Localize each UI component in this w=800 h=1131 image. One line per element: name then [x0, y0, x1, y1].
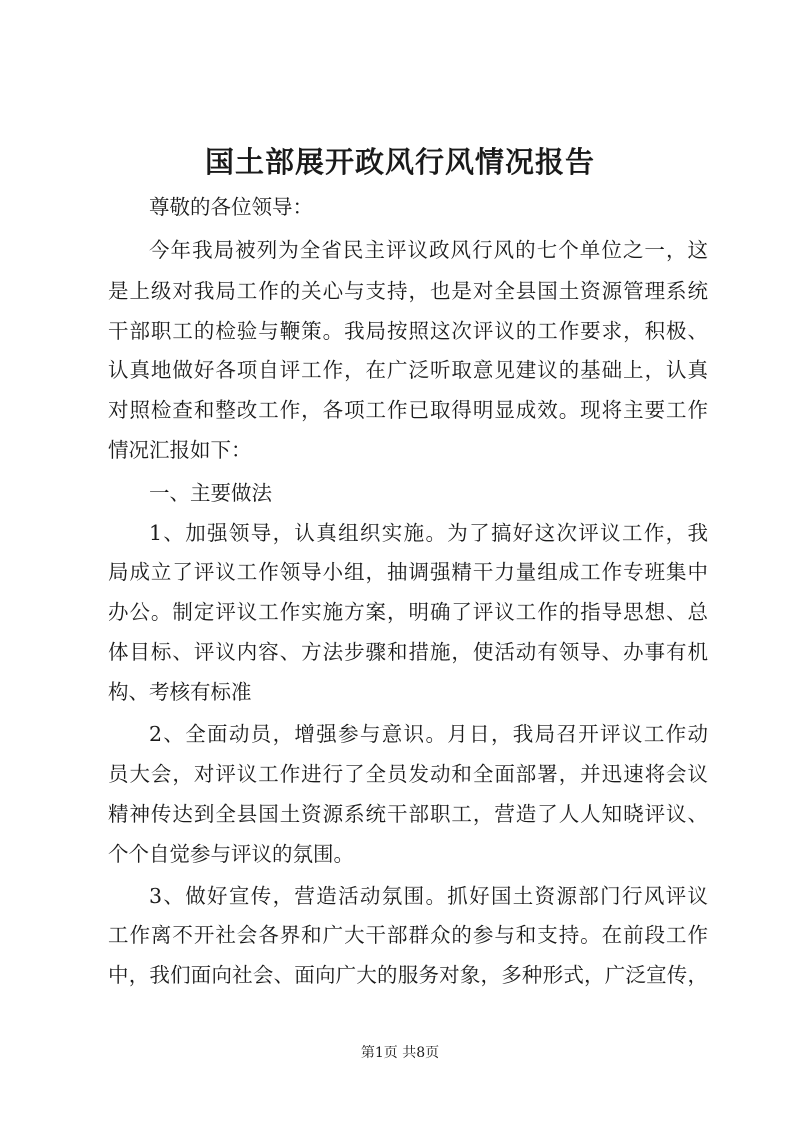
paragraph-line: 今年我局被列为全省民主评议政风行风的七个单位之一，这	[149, 238, 708, 262]
paragraph-line: 对照检查和整改工作，各项工作已取得明显成效。现将主要工作	[108, 398, 708, 422]
paragraph-line: 是上级对我局工作的关心与支持，也是对全县国土资源管理系统	[108, 279, 708, 303]
document-title: 国土部展开政风行风情况报告	[204, 145, 595, 179]
section-heading: 一、主要做法	[149, 481, 272, 505]
page-footer: 第1页 共8页	[360, 1045, 440, 1061]
paragraph-line: 情况汇报如下：	[108, 438, 252, 462]
paragraph-line: 3、做好宣传，营造活动氛围。抓好国土资源部门行风评议	[149, 884, 708, 908]
paragraph-line: 体目标、评议内容、方法步骤和措施，使活动有领导、办事有机	[108, 640, 708, 664]
paragraph-line: 干部职工的检验与鞭策。我局按照这次评议的工作要求，积极、	[108, 319, 708, 343]
paragraph-line: 精神传达到全县国土资源系统干部职工，营造了人人知晓评议、	[108, 802, 708, 826]
paragraph-line: 1、加强领导，认真组织实施。为了搞好这次评议工作，我	[149, 521, 708, 545]
paragraph-line: 2、全面动员，增强参与意识。月日，我局召开评议工作动	[149, 722, 708, 746]
paragraph-line: 构、考核有标准	[108, 680, 252, 704]
paragraph-line: 认真地做好各项自评工作，在广泛听取意见建议的基础上，认真	[108, 358, 708, 382]
paragraph-line: 员大会，对评议工作进行了全员发动和全面部署，并迅速将会议	[108, 762, 708, 786]
paragraph-line: 局成立了评议工作领导小组，抽调强精干力量组成工作专班集中	[108, 560, 708, 584]
salutation: 尊敬的各位领导：	[149, 195, 313, 219]
paragraph-line: 中，我们面向社会、面向广大的服务对象，多种形式，广泛宣传，	[108, 963, 708, 987]
paragraph-line: 工作离不开社会各界和广大干部群众的参与和支持。在前段工作	[108, 923, 708, 947]
paragraph-line: 办公。制定评议工作实施方案，明确了评议工作的指导思想、总	[108, 600, 708, 624]
paragraph-line: 个个自觉参与评议的氛围。	[108, 842, 354, 866]
